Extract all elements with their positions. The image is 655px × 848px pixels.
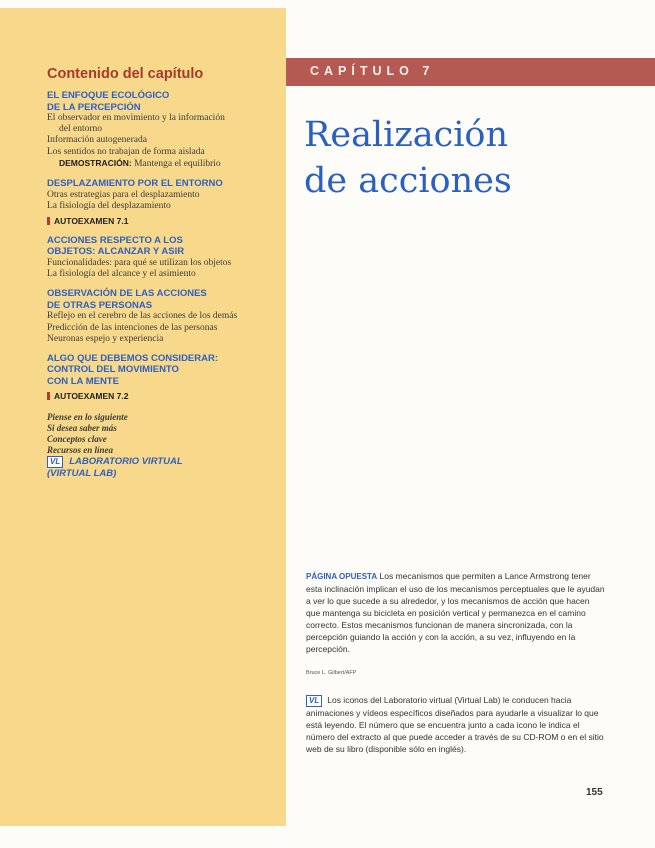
demonstration-label: DEMOSTRACIÓN: — [59, 157, 132, 168]
section-heading: ALGO QUE DEBEMOS CONSIDERAR: — [47, 352, 219, 364]
contents-section — [47, 235, 279, 280]
demonstration-text: Mantenga el equilibrio — [134, 158, 221, 169]
subsection-item: Reflejo en el cerebro de las acciones de los demás — [47, 311, 238, 322]
end-of-chapter-extras — [47, 412, 279, 478]
section-heading: OBSERVACIÓN DE LAS ACCIONES — [47, 288, 207, 300]
self-test-label: AUTOEXAMEN 7.2 — [54, 391, 129, 402]
chapter-title-line: Realización — [304, 115, 509, 155]
section-heading: ACCIONES RESPECTO A LOS — [47, 234, 183, 246]
self-test-label: AUTOEXAMEN 7.1 — [54, 215, 129, 226]
subsection-item: La fisiología del desplazamiento — [47, 200, 171, 211]
extra-item: Recursos en línea — [47, 444, 114, 455]
contents-list — [47, 90, 279, 479]
subsection-item: Los sentidos no trabajan de forma aislada — [47, 146, 205, 157]
self-test-marker — [47, 392, 50, 400]
self-test-marker — [47, 217, 50, 225]
contents-section — [47, 178, 279, 227]
subsection-item: del entorno — [59, 124, 103, 135]
demonstration-item — [47, 158, 279, 170]
opposite-page-caption — [306, 570, 606, 655]
section-heading: DESPLAZAMIENTO POR EL ENTORNO — [47, 178, 223, 190]
virtual-lab-icon: VL — [306, 695, 322, 707]
chapter-title-line: de acciones — [304, 161, 512, 201]
contents-section — [47, 353, 279, 403]
contents-section — [47, 90, 279, 170]
photo-credit: Bruce L. Gilbert/AFP — [306, 670, 357, 676]
section-heading: OBJETOS: ALCANZAR Y ASIR — [47, 246, 185, 258]
virtual-lab-entry — [47, 456, 279, 468]
extra-item: Si desea saber más — [47, 423, 117, 434]
contents-section — [47, 288, 279, 345]
virtual-lab-icon: VL — [47, 456, 63, 468]
subsection-item: Neuronas espejo y experiencia — [47, 333, 164, 344]
virtual-lab-label: (VIRTUAL LAB) — [47, 467, 117, 479]
self-test-item — [47, 390, 279, 402]
subsection-item: Funcionalidades: para qué se utilizan los objetos — [47, 257, 232, 268]
virtual-lab-label: LABORATORIO VIRTUAL — [69, 455, 183, 467]
section-heading: CONTROL DEL MOVIMIENTO — [47, 364, 179, 376]
subsection-item: Predicción de las intenciones de las personas — [47, 322, 218, 333]
extra-item: Conceptos clave — [47, 434, 107, 445]
subsection-item: El observador en movimiento y la información — [47, 113, 225, 123]
extra-item: Piense en lo siguiente — [47, 412, 128, 423]
page-number: 155 — [586, 787, 603, 798]
subsection-item: Información autogenerada — [47, 135, 147, 146]
section-heading: CON LA MENTE — [47, 375, 119, 387]
subsection-item: La fisiología del alcance y el asimiento — [47, 269, 196, 280]
section-heading: DE OTRAS PERSONAS — [47, 299, 153, 311]
section-heading: EL ENFOQUE ECOLÓGICO — [47, 90, 170, 101]
subsection-item: Otras estrategias para el desplazamiento — [47, 189, 200, 200]
chapter-label: CAPÍTULO 7 — [310, 64, 435, 78]
section-heading: DE LA PERCEPCIÓN — [47, 101, 141, 113]
virtual-lab-note — [306, 694, 606, 755]
self-test-item — [47, 215, 279, 227]
caption-text: Los mecanismos que permiten a Lance Armstrong tener esta inclinación implican el uso de los mecanismos perceptuales que le ayudan a ver lo que sucede a su alrededor, y los mecanismos de acción que hacen que mantenga su bicicleta en posición vertical y permanezca en el camino correcto. Estos mecanismos funcionan de manera sincronizada, con la percepción guiando la acción y con la acción, a su vez, influyendo en la percepción. — [306, 571, 605, 654]
caption-label: PÁGINA OPUESTA — [306, 572, 378, 581]
contents-title: Contenido del capítulo — [47, 66, 204, 82]
virtual-lab-note-text: Los iconos del Laboratorio virtual (Virtual Lab) le conducen hacia animaciones y vídeos específicos diseñados para ayudarle a visualizar lo que está leyendo. El número que se encuentra junto a cada icono le indica el número del extracto al que puede acceder a través de su CD-ROM o en el sitio web de su libro (disponible sólo en inglés). — [306, 695, 604, 754]
chapter-title — [304, 112, 644, 204]
